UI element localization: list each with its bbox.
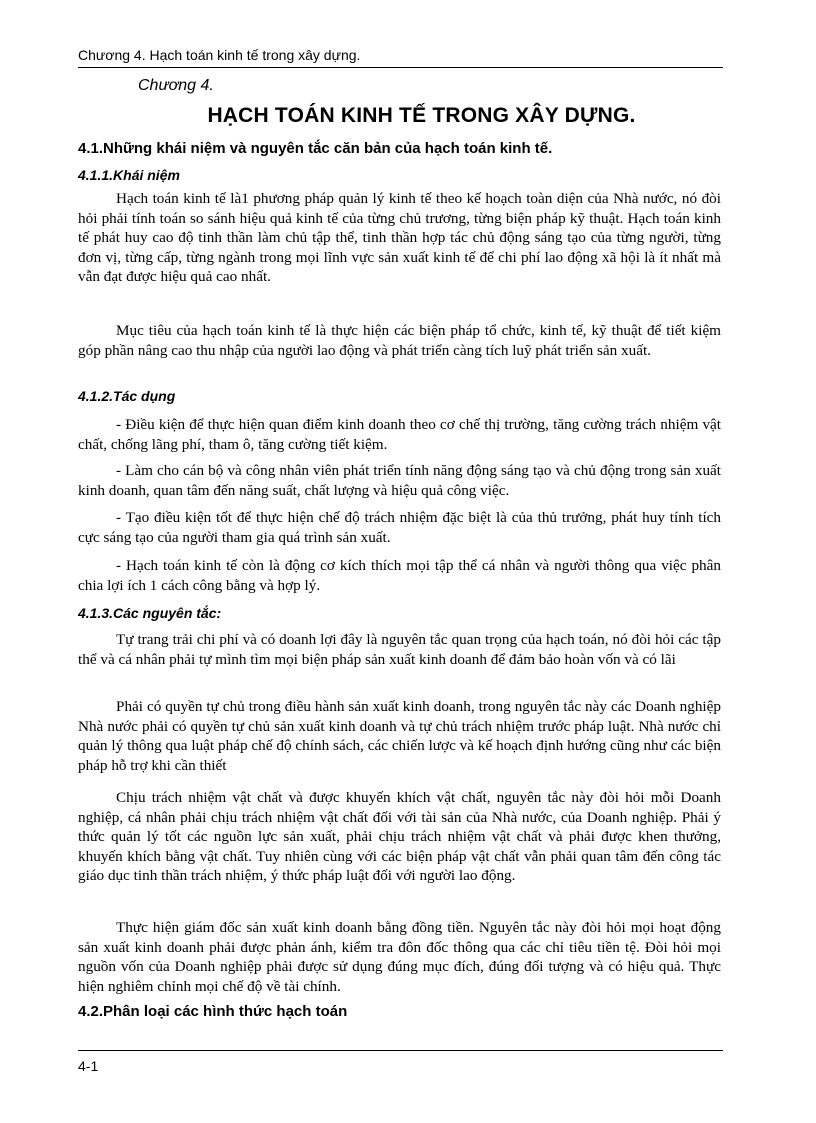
paragraph: Mục tiêu của hạch toán kinh tế là thực hiện các biện pháp tổ chức, kinh tế, kỹ thuật để tiết kiệm góp phần nâng cao thu nhập của người lao động và phát triển càng tích luỹ phát triển sản xuất. [78, 322, 721, 359]
paragraph: - Hạch toán kinh tế còn là động cơ kích thích mọi tập thể cá nhân và người thông qua việc phân chia lợi ích 1 cách công bằng và hợp lý. [78, 557, 721, 594]
paragraph: - Tạo điều kiện tốt để thực hiện chế độ trách nhiệm đặc biệt là của thủ trưởng, phát huy tính tích cực sáng tạo của người tham gia quá trình sản xuất. [78, 509, 721, 546]
paragraph: Tự trang trải chi phí và có doanh lợi đây là nguyên tắc quan trọng của hạch toán, nó đòi hỏi các tập thể và cá nhân phải tự mình tìm mọi biện pháp sản xuất kinh doanh để đảm bảo hoàn vốn và có lãi [78, 631, 721, 668]
paragraph: - Điều kiện để thực hiện quan điểm kinh doanh theo cơ chế thị trường, tăng cường trách nhiệm vật chất, chống lãng phí, tham ô, tăng cường tiết kiệm. [78, 416, 721, 453]
running-header: Chương 4. Hạch toán kinh tế trong xây dựng. [78, 47, 361, 63]
footer-rule [78, 1050, 723, 1051]
paragraph: Hạch toán kinh tế là1 phương pháp quản lý kinh tế theo kế hoạch toàn diện của Nhà nước, nó đòi hỏi phải tính toán so sánh hiệu quả kinh tế của từng chủ trương, từng biện pháp kỹ thuật. Hạch toán kinh tế phát huy cao độ tinh thần làm chủ tập thể, tinh thần hợp tác chủ động sáng tạo của từng người, từng đơn vị, từng cấp, từng ngành trong mọi lĩnh vực sản xuất kinh tế để chi phí lao động xã hội là ít nhất mà vẫn đạt được hiệu quả cao nhất. [78, 190, 721, 286]
chapter-label: Chương 4. [138, 77, 214, 94]
paragraph: Chịu trách nhiệm vật chất và được khuyến khích vật chất, nguyên tắc này đòi hỏi mỗi Doanh nghiệp, cá nhân phải chịu trách nhiệm vật chất đối với tài sản của Nhà nước, của Doanh nghiệp. Phải ý thức quản lý tốt các nguồn lực sản xuất, phải chịu trách nhiệm vật chất và phải được khen thưởng, khuyến khích bằng vật chất. Tuy nhiên cùng với các biện pháp vật chất vẫn phải quan tâm đến công tác giáo dục tinh thần trách nhiệm, ý thức pháp luật đối với người lao động. [78, 789, 721, 885]
paragraph: Phải có quyền tự chủ trong điều hành sản xuất kinh doanh, trong nguyên tắc này các Doanh nghiệp Nhà nước phải có quyền tự chủ sản xuất kinh doanh và tự chủ trách nhiệm trước pháp luật. Nhà nước chỉ quản lý thông qua luật pháp chế độ chính sách, các chiến lược và kế hoạch định hướng cũng như các biện pháp hỗ trợ khi cần thiết [78, 698, 721, 774]
chapter-title: HẠCH TOÁN KINH TẾ TRONG XÂY DỰNG. [207, 104, 636, 127]
subsection-heading-4-1-1: 4.1.1.Khái niệm [78, 167, 180, 183]
section-heading-4-1: 4.1.Những khái niệm và nguyên tắc căn bản của hạch toán kinh tế. [78, 140, 553, 157]
subsection-heading-4-1-2: 4.1.2.Tác dụng [78, 388, 176, 404]
paragraph: - Làm cho cán bộ và công nhân viên phát triển tính năng động sáng tạo và chủ động trong sản xuất kinh doanh, quan tâm đến năng suất, chất lượng và hiệu quả công việc. [78, 462, 721, 499]
header-rule [78, 67, 723, 68]
paragraph: Thực hiện giám đốc sản xuất kinh doanh bằng đồng tiền. Nguyên tắc này đòi hỏi mọi hoạt động sản xuất kinh doanh phải được phản ánh, kiểm tra đôn đốc thông qua các chỉ tiêu tiền tệ. Đòi hỏi mọi nguồn vốn của Doanh nghiệp phải được sử dụng đúng mục đích, đúng đối tượng và có hiệu quả. Thực hiện nghiêm chỉnh mọi chế độ về tài chính. [78, 919, 721, 995]
page-number: 4-1 [78, 1058, 99, 1074]
section-heading-4-2: 4.2.Phân loại các hình thức hạch toán [78, 1003, 348, 1020]
subsection-heading-4-1-3: 4.1.3.Các nguyên tắc: [78, 605, 222, 621]
